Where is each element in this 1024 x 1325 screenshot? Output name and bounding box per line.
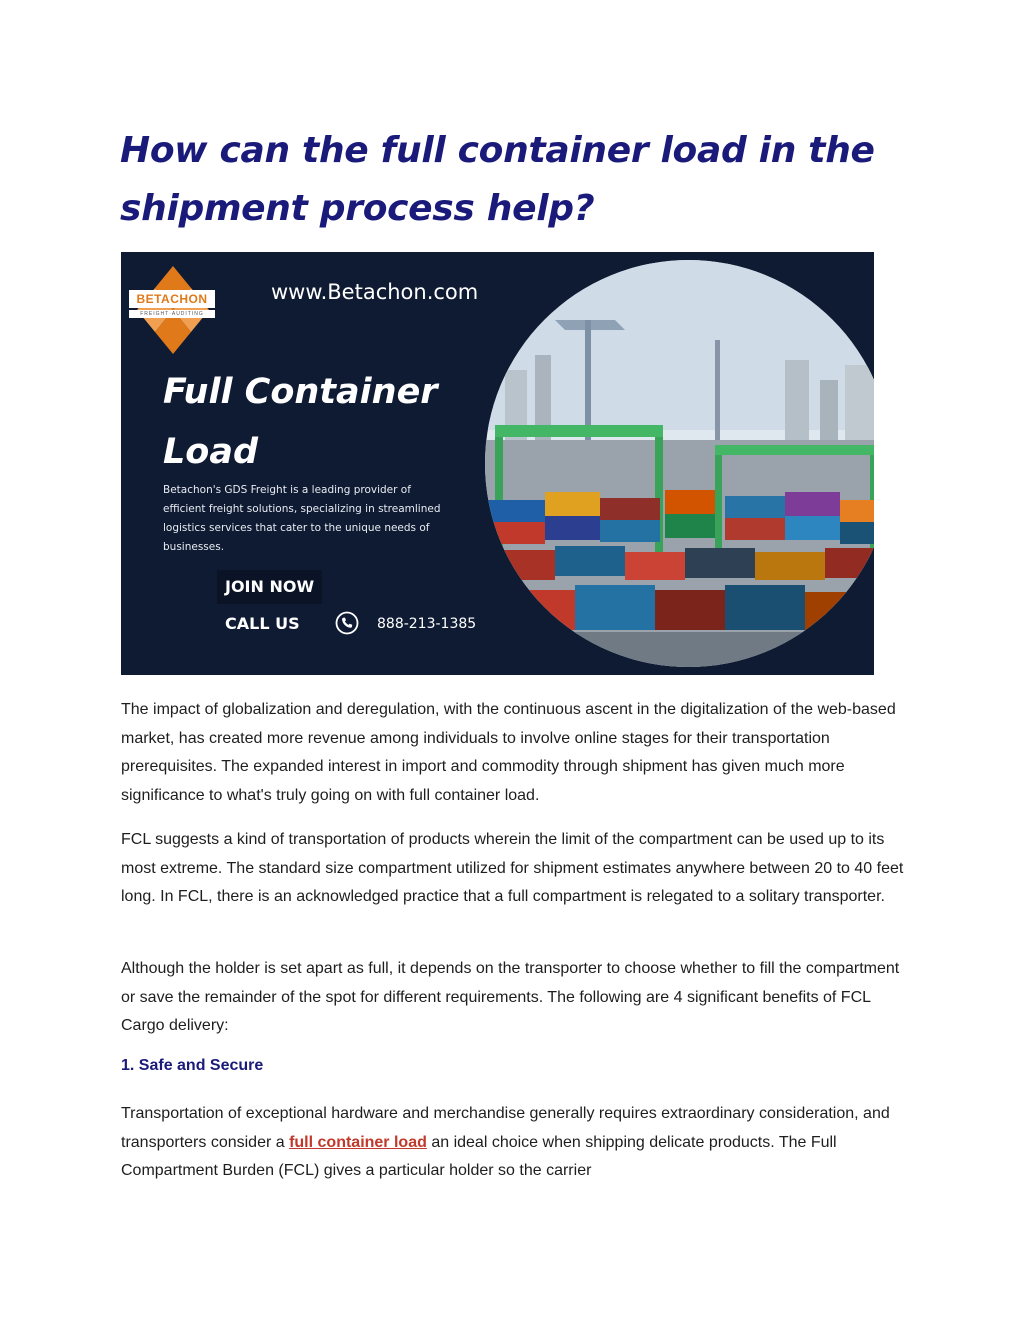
- paragraph-3: Although the holder is set apart as full, it depends on the transporter to choose whether to fill the compartment or save the remainder of the spot for different requirements. The following are 4 significant benefits of FCL Cargo delivery:: [121, 960, 900, 1034]
- betachon-logo: [129, 266, 217, 376]
- paragraph-4-text-after: an ideal choice when shipping delicate products. The Full Compartment Burden (FCL) gives a particular holder so the carrier: [121, 1133, 837, 1179]
- call-us-label: CALL US: [225, 614, 300, 633]
- logo-subtext: FREIGHT·AUDITING: [129, 310, 215, 318]
- page-title: How can the full container load in the shipment process help?: [120, 130, 875, 229]
- banner-title-line2: Load: [163, 432, 259, 472]
- section-heading-safe-and-secure: 1. Safe and Secure: [121, 1057, 264, 1074]
- phone-icon: [335, 611, 359, 635]
- banner-title: [163, 362, 493, 482]
- banner-description: Betachon's GDS Freight is a leading provider of efficient freight solutions, specializing in streamlined logistics services that cater to the unique needs of businesses.: [163, 484, 441, 553]
- join-now-button[interactable]: JOIN NOW: [217, 570, 322, 604]
- full-container-load-link[interactable]: full container load: [289, 1133, 427, 1151]
- website-url: www.Betachon.com: [271, 280, 479, 304]
- phone-number: 888-213-1385: [377, 616, 477, 632]
- banner-title-line1: Full Container: [163, 372, 438, 412]
- logo-wordmark: BETACHON: [129, 290, 215, 308]
- promo-banner: [121, 252, 874, 675]
- container-port-photo: [485, 260, 874, 667]
- paragraph-1: The impact of globalization and deregulation, with the continuous ascent in the digitalization of the web-based market, has created more revenue among individuals to involve online stages for their transportation prerequisites. The expanded interest in import and commodity through shipment has given much more significance to what's truly going on with full container load.: [121, 701, 896, 804]
- paragraph-4-text-before: Transportation of exceptional hardware and merchandise generally requires extraordinary consideration, and transporters consider a: [121, 1105, 890, 1151]
- paragraph-2: FCL suggests a kind of transportation of products wherein the limit of the compartment can be used up to its most extreme. The standard size compartment utilized for shipment estimates anywhere between 20 to 40 feet long. In FCL, there is an acknowledged practice that a full compartment is relegated to a solitary transporter.: [121, 831, 904, 905]
- paragraph-4: [121, 1100, 911, 1186]
